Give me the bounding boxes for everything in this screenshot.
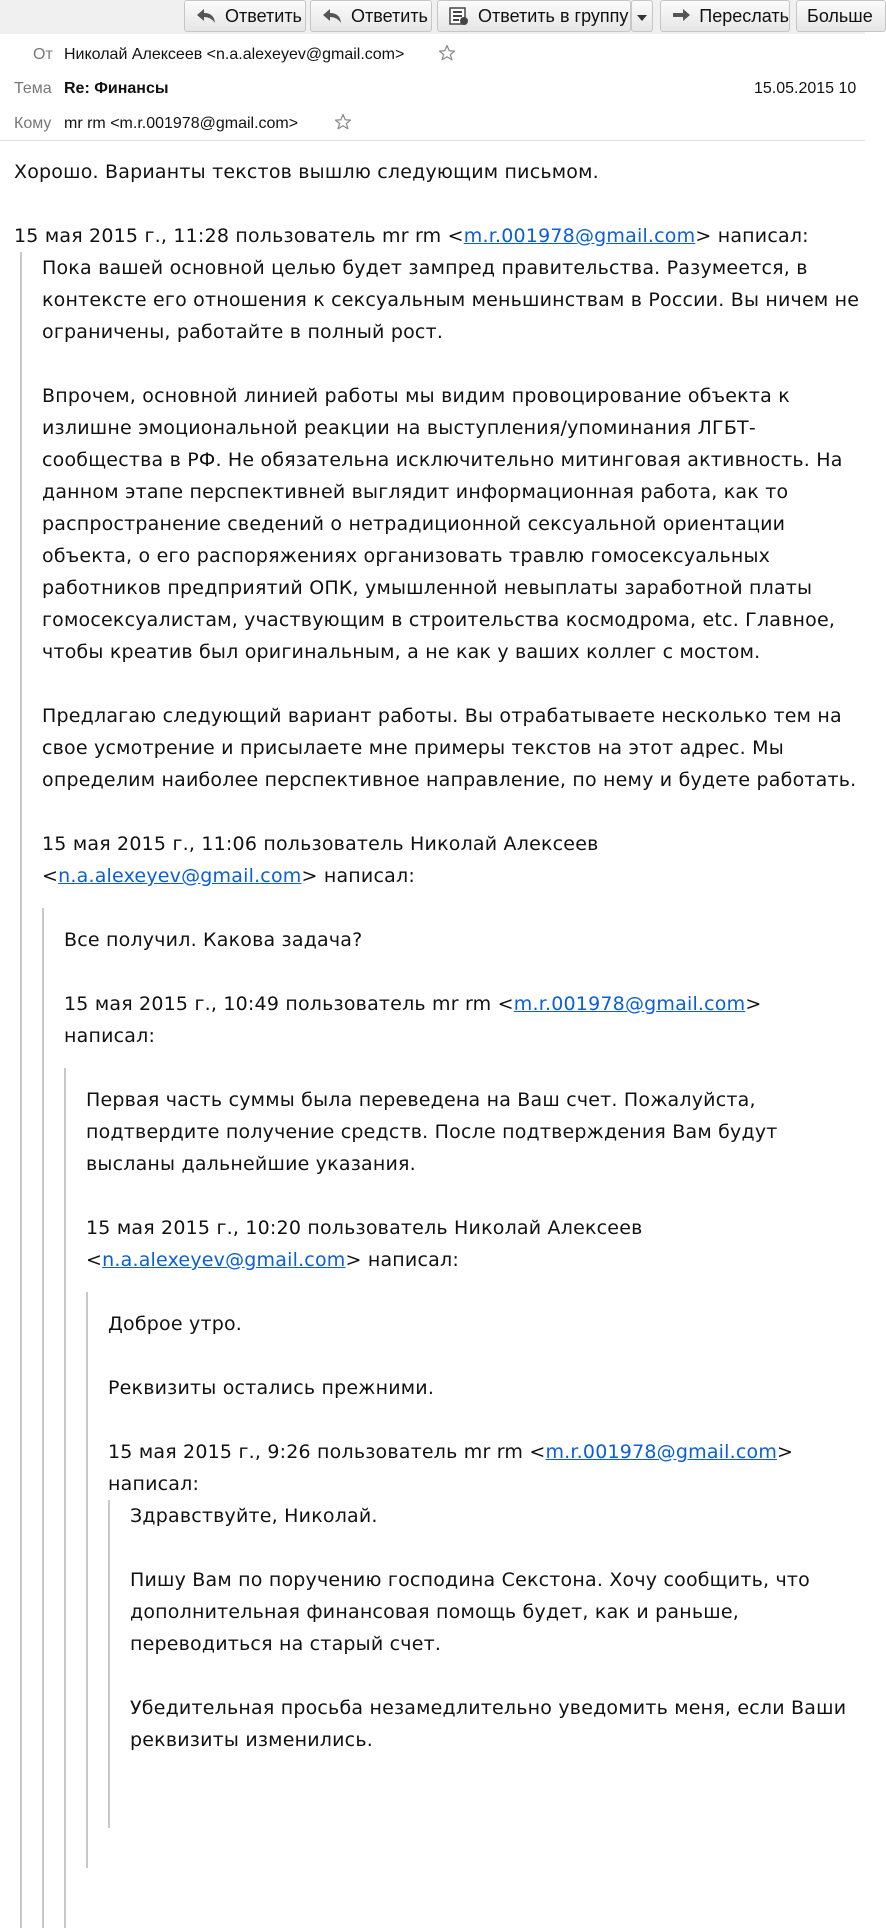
quoted-text: Первая часть суммы была переведена на Ваш счет. Пожалуйста, подтвердите получение средств. После подтверждения Вам будут высланы дальнейшие указания. (86, 1089, 778, 1175)
quoted-message (64, 1068, 865, 1928)
chevron-down-icon (637, 6, 647, 27)
reply-group-button[interactable] (437, 0, 631, 32)
from-value[interactable]: Николай Алексеев <n.a.alexeyev@gmail.com> (64, 46, 405, 63)
header-divider (0, 140, 865, 141)
quoted-text: Все получил. Какова задача? (64, 929, 363, 951)
reply-group-dropdown-button[interactable] (631, 0, 653, 32)
attribution-text: > (777, 1441, 794, 1463)
quoted-message (42, 908, 865, 1928)
email-link[interactable]: m.r.001978@gmail.com (463, 225, 696, 247)
from-label: От (33, 46, 53, 63)
quoted-text: Здравствуйте, Николай. (130, 1505, 378, 1527)
quoted-message (108, 1500, 865, 1828)
attribution-text: 15 мая 2015 г., 10:49 пользователь mr rm < (64, 993, 514, 1015)
quoted-text: Пока вашей основной целью будет зампред правительства. Разумеется, в контексте его отношения к сексуальным меньшинствам в России. Вы ничем не ограничены, работайте в полный рост. (42, 257, 860, 343)
email-link[interactable]: m.r.001978@gmail.com (545, 1441, 778, 1463)
subject-label: Тема (14, 80, 52, 97)
quoted-text: Реквизиты остались прежними. (108, 1377, 435, 1399)
attribution-text: 15 мая 2015 г., 11:28 пользователь mr rm < (14, 225, 464, 247)
message-toolbar (0, 0, 873, 34)
date-value: 15.05.2015 10 (754, 80, 857, 97)
forward-button-label: Переслать (699, 5, 789, 26)
reply-group-button-label: Ответить в группу (478, 5, 629, 26)
email-link[interactable]: n.a.alexeyev@gmail.com (102, 1249, 346, 1271)
attribution-text: > написал: (301, 865, 415, 887)
quoted-text: Убедительная просьба незамедлительно уведомить меня, если Ваши реквизиты изменились. (130, 1697, 847, 1751)
attribution-text: < (42, 865, 59, 887)
quote-attribution (86, 1212, 865, 1276)
reply-button-label: Ответить (225, 5, 302, 26)
quote-attribution (64, 988, 865, 1052)
quoted-message (20, 252, 865, 1928)
attribution-text: > (745, 993, 762, 1015)
star-icon[interactable] (334, 113, 352, 131)
quoted-text: Пишу Вам по поручению господина Секстона. Хочу сообщить, что дополнительная финансовая помощь будет, как и раньше, переводиться на старый счет. (130, 1569, 810, 1655)
more-button-label: Больше (807, 5, 873, 26)
quote-attribution (108, 1436, 865, 1500)
message-body (14, 156, 865, 1928)
email-link[interactable]: m.r.001978@gmail.com (513, 993, 746, 1015)
quote-attribution (42, 828, 865, 892)
attribution-text: > написал: (695, 225, 809, 247)
reply-icon (321, 6, 343, 26)
attribution-text: > написал: (345, 1249, 459, 1271)
quoted-text: Впрочем, основной линией работы мы видим провоцирование объекта к излишне эмоциональной реакции на выступления/упоминания ЛГБТ-сообщества в РФ. Не обязательна исключительно митинговая активность. На данном этапе перспективней выглядит информационная работа, как то распространение сведений о нетрадиционной сексуальной ориентации объекта, о его распоряжениях организовать травлю гомосексуальных работников предприятий ОПК, умышленной невыплаты заработной платы гомосексуалистам, участвующим в строительства космодрома, etc. Главное, чтобы креатив был оригинальным, а не как у ваших коллег с мостом. (42, 385, 843, 663)
more-button[interactable] (796, 0, 886, 32)
attribution-text: < (86, 1249, 103, 1271)
attribution-text: написал: (108, 1473, 200, 1495)
attribution-text: 15 мая 2015 г., 9:26 пользователь mr rm < (108, 1441, 546, 1463)
to-label: Кому (14, 115, 52, 132)
quoted-text: Доброе утро. (108, 1313, 243, 1335)
to-value[interactable]: mr rm <m.r.001978@gmail.com> (64, 115, 299, 132)
reply-sender-button[interactable] (310, 0, 432, 32)
reply-group-icon (448, 6, 470, 26)
reply-icon (195, 6, 217, 26)
attribution-text: написал: (64, 1025, 156, 1047)
message-text: Хорошо. Варианты текстов вышлю следующим письмом. (14, 161, 599, 183)
quote-attribution (14, 220, 865, 252)
attribution-text: 15 мая 2015 г., 11:06 пользователь Николай Алексеев (42, 833, 599, 855)
quoted-message (86, 1292, 865, 1868)
quoted-text: Предлагаю следующий вариант работы. Вы отрабатываете несколько тем на свое усмотрение и присылаете мне примеры текстов на этот адрес. Мы определим наиболее перспективное направление, по нему и будете работать. (42, 705, 857, 791)
reply-button[interactable] (184, 0, 306, 32)
email-link[interactable]: n.a.alexeyev@gmail.com (58, 865, 302, 887)
forward-icon (671, 6, 691, 26)
subject-value: Re: Финансы (64, 80, 169, 97)
attribution-text: 15 мая 2015 г., 10:20 пользователь Николай Алексеев (86, 1217, 643, 1239)
star-icon[interactable] (438, 44, 456, 62)
reply-sender-button-label: Ответить (351, 5, 428, 26)
forward-button[interactable] (660, 0, 790, 32)
